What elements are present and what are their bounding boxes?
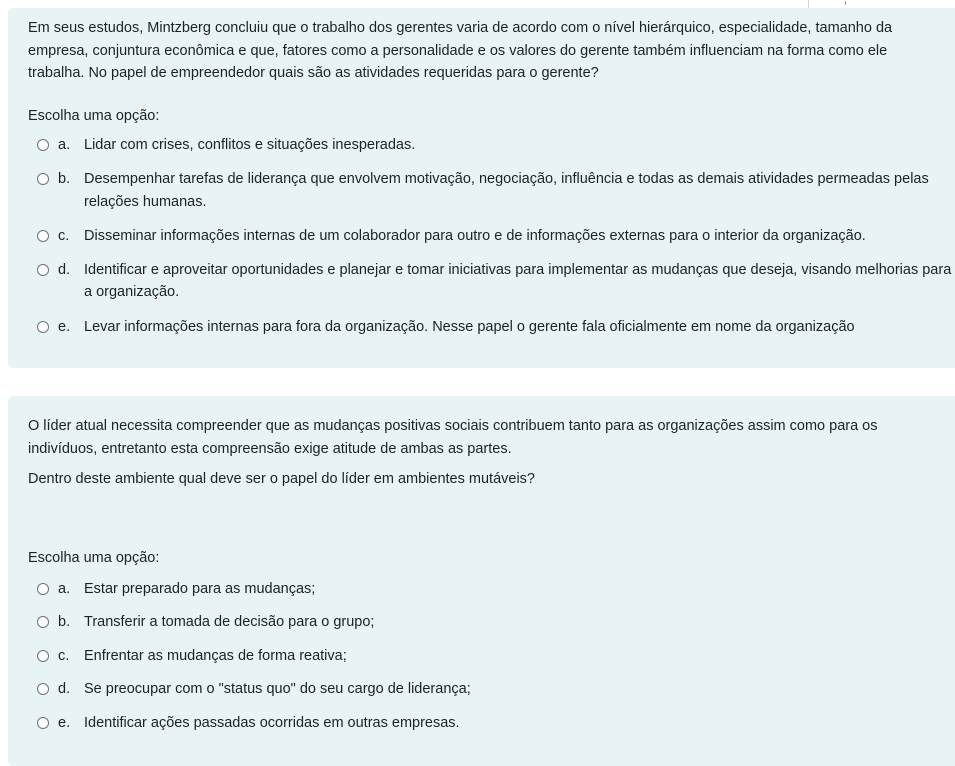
option-letter: d. bbox=[58, 261, 71, 278]
option-text: Se preocupar com o "status quo" do seu cargo de liderança; bbox=[84, 681, 471, 697]
option-letter: a. bbox=[58, 136, 71, 153]
radio-button[interactable] bbox=[37, 717, 49, 729]
option-letter: c. bbox=[58, 228, 70, 244]
question-1-option-d[interactable] bbox=[28, 259, 955, 304]
option-letter: b. bbox=[58, 614, 71, 630]
option-letter: d. bbox=[58, 681, 71, 697]
question-2 bbox=[8, 396, 955, 766]
question-2-prompt: Escolha uma opção: bbox=[28, 549, 160, 566]
question-2-option-b[interactable] bbox=[28, 611, 955, 634]
question-1-paragraph-1: Em seus estudos, Mintzberg concluiu que o trabalho dos gerentes varia de acordo com o nível hierárquico, especialidade, tamanho da empresa, conjuntura econômica e que, fatores como a personalidade e os valores do gerente também influenciam na forma como ele trabalha. No papel de empreendedor quais são as atividades requeridas para o gerente? bbox=[28, 20, 893, 81]
question-2-option-d[interactable] bbox=[28, 678, 955, 701]
option-letter: c. bbox=[58, 647, 70, 664]
option-text: Transferir a tomada de decisão para o grupo; bbox=[84, 614, 375, 630]
question-2-options bbox=[28, 578, 955, 735]
radio-button[interactable] bbox=[37, 139, 49, 151]
partial-top-box-mark bbox=[845, 1, 846, 5]
option-text: Disseminar informações internas de um colaborador para outro e de informações externas para o interior da organização. bbox=[84, 228, 866, 244]
question-1-option-c[interactable] bbox=[28, 225, 955, 248]
radio-button[interactable] bbox=[37, 264, 49, 276]
question-1-prompt: Escolha uma opção: bbox=[28, 107, 160, 124]
question-2-paragraph-1: O líder atual necessita compreender que as mudanças positivas sociais contribuem tanto para as organizações assim como para os indivíduos, entretanto esta compreensão exige atitude de ambas as partes. bbox=[28, 418, 878, 457]
radio-button[interactable] bbox=[37, 173, 49, 185]
question-2-text bbox=[28, 396, 955, 491]
option-text: Lidar com crises, conflitos e situações inesperadas. bbox=[84, 136, 416, 153]
option-letter: e. bbox=[58, 714, 71, 731]
question-1-text bbox=[28, 8, 955, 85]
option-letter: b. bbox=[58, 171, 71, 187]
question-1-option-a[interactable] bbox=[28, 134, 955, 157]
option-text: Enfrentar as mudanças de forma reativa; bbox=[84, 647, 347, 664]
radio-button[interactable] bbox=[37, 650, 49, 662]
radio-button[interactable] bbox=[37, 583, 49, 595]
question-2-paragraph-2: Dentro deste ambiente qual deve ser o papel do líder em ambientes mutáveis? bbox=[28, 471, 535, 487]
option-text: Estar preparado para as mudanças; bbox=[84, 580, 316, 597]
option-text: Identificar ações passadas ocorridas em outras empresas. bbox=[84, 714, 460, 731]
question-2-option-e[interactable] bbox=[28, 712, 955, 735]
question-1-option-e[interactable] bbox=[28, 316, 955, 339]
question-2-option-a[interactable] bbox=[28, 578, 955, 601]
question-1 bbox=[8, 8, 955, 368]
radio-button[interactable] bbox=[37, 616, 49, 628]
option-text: Desempenhar tarefas de liderança que envolvem motivação, negociação, influência e todas as demais atividades permeadas pelas relações humanas. bbox=[84, 171, 929, 210]
option-text: Identificar e aproveitar oportunidades e planejar e tomar iniciativas para implementar as mudanças que deseja, visando melhorias para a organização. bbox=[84, 261, 952, 300]
radio-button[interactable] bbox=[37, 230, 49, 242]
question-1-options bbox=[28, 134, 955, 339]
option-text: Levar informações internas para fora da organização. Nesse papel o gerente fala oficialmente em nome da organização bbox=[84, 318, 855, 335]
question-2-option-c[interactable] bbox=[28, 645, 955, 668]
option-letter: e. bbox=[58, 318, 71, 335]
option-letter: a. bbox=[58, 580, 71, 597]
radio-button[interactable] bbox=[37, 683, 49, 695]
question-1-option-b[interactable] bbox=[28, 168, 955, 213]
radio-button[interactable] bbox=[37, 321, 49, 333]
